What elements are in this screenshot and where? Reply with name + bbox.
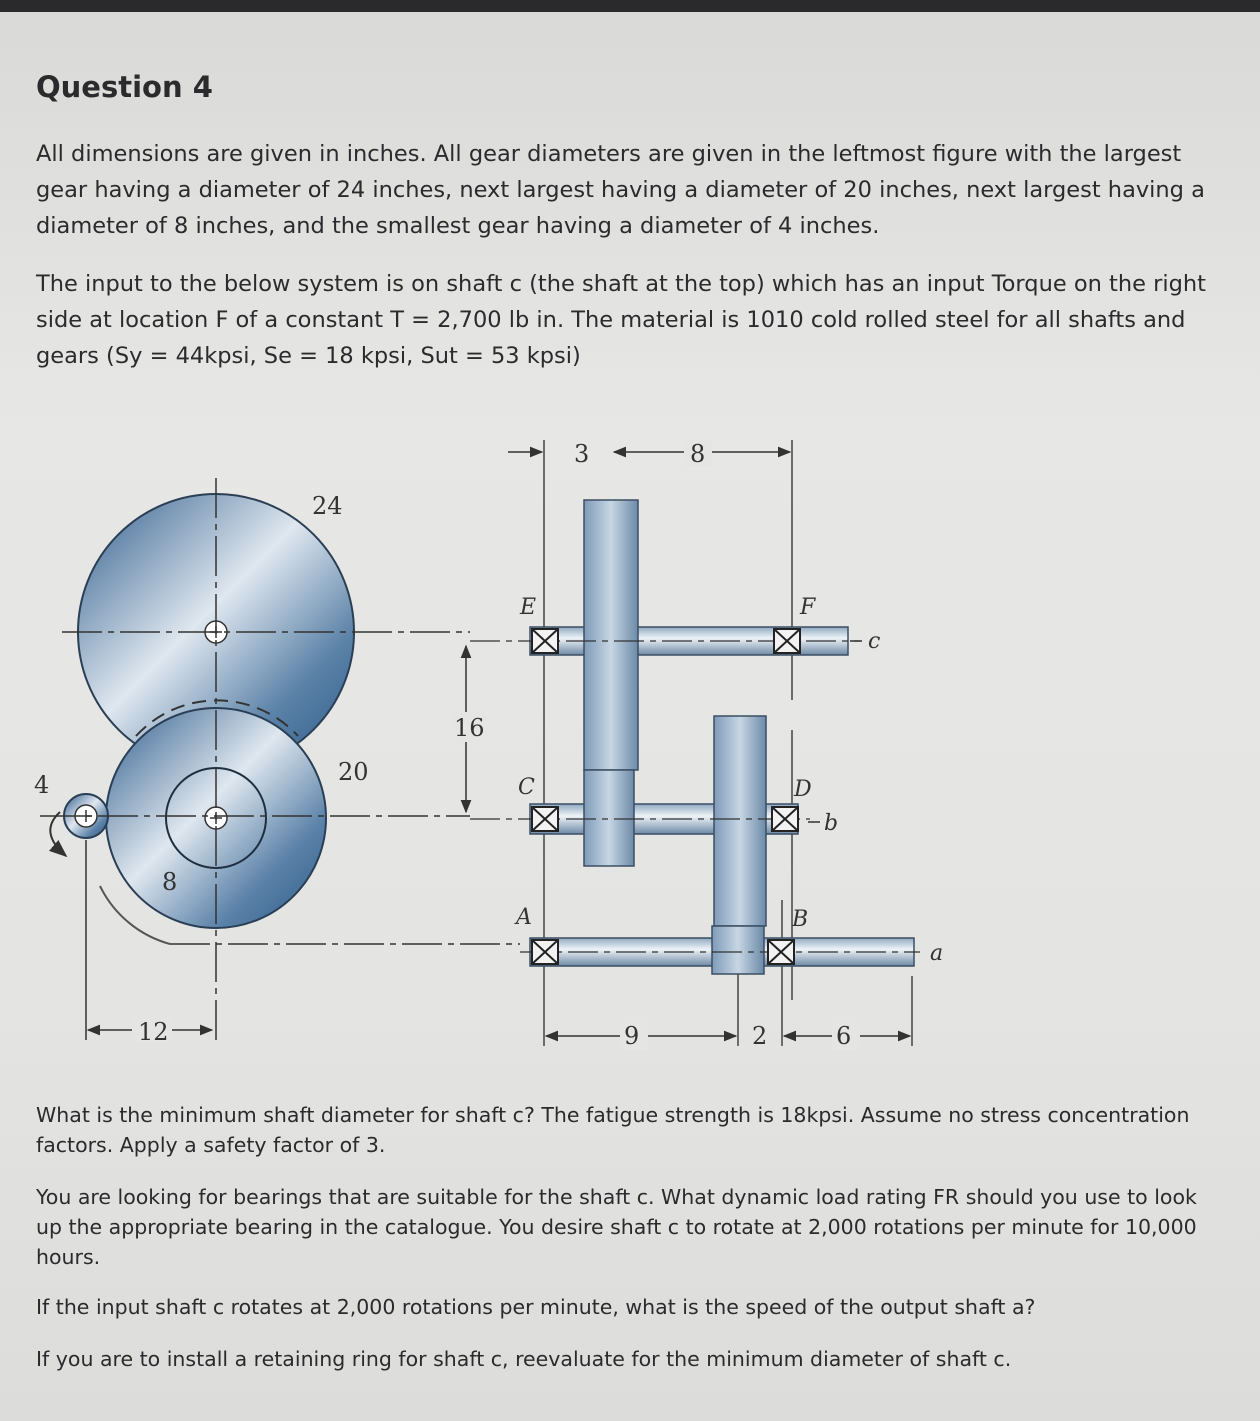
bearing-E-icon: [532, 629, 558, 653]
label-8: 8: [162, 868, 178, 896]
bearing-D-icon: [772, 807, 798, 831]
dim-12: 12: [138, 1018, 169, 1046]
label-C: C: [518, 775, 535, 800]
bearing-A-icon: [532, 940, 558, 964]
shaft-a: [530, 926, 914, 974]
sub-question-4: If you are to install a retaining ring for shaft c, reevaluate for the minimum diameter of shaft c.: [36, 1347, 1012, 1371]
dim-3: 3: [574, 440, 590, 468]
question-title: Question 4: [36, 70, 213, 104]
dim-16: 16: [454, 714, 485, 742]
label-D: D: [794, 777, 812, 802]
label-shaft-a: a: [930, 941, 944, 966]
bearing-F-icon: [774, 629, 800, 653]
top-edge-bar: [0, 0, 1260, 12]
label-shaft-b: b: [824, 811, 839, 836]
label-20: 20: [338, 758, 369, 786]
dim-2: 2: [752, 1022, 768, 1050]
shaft-b: [530, 716, 798, 926]
problem-paragraph-1: All dimensions are given in inches. All gear diameters are given in the leftmost figure with the largest gear having a diameter of 24 inches, next largest having a diameter of 20 inches, next largest having a diameter of 8 inches, and the smallest gear having a diameter of 4 inches.: [36, 141, 1205, 239]
label-E: E: [520, 595, 537, 620]
dim-9: 9: [624, 1022, 640, 1050]
dim-8: 8: [690, 440, 706, 468]
label-4: 4: [34, 771, 50, 799]
dim-6: 6: [836, 1022, 852, 1050]
bearing-C-icon: [532, 807, 558, 831]
label-A: A: [516, 905, 532, 930]
label-F: F: [800, 595, 816, 620]
shaft-centerlines: [470, 641, 920, 952]
gear-train-figure: [0, 420, 1000, 1060]
sub-question-2: You are looking for bearings that are suitable for the shaft c. What dynamic load rating FR should you use to look up the appropriate bearing in the catalogue. You desire shaft c to rotate at 2,000 rotations per minute for 10,000 hours.: [36, 1185, 1197, 1269]
label-24: 24: [312, 492, 343, 520]
label-B: B: [792, 907, 809, 932]
label-shaft-c: c: [868, 629, 881, 654]
bearing-B-icon: [768, 940, 794, 964]
problem-paragraph-2: The input to the below system is on shaft c (the shaft at the top) which has an input Torque on the right side at location F of a constant T = 2,700 lb in. The material is 1010 cold rolled steel for all shafts and gears (Sy = 44kpsi, Se = 18 kpsi, Sut = 53 kpsi): [36, 271, 1206, 369]
sub-question-1: What is the minimum shaft diameter for shaft c? The fatigue strength is 18kpsi. Assume no stress concentration factors. Apply a safety factor of 3.: [36, 1103, 1190, 1157]
sub-question-3: If the input shaft c rotates at 2,000 rotations per minute, what is the speed of the output shaft a?: [36, 1295, 1036, 1319]
